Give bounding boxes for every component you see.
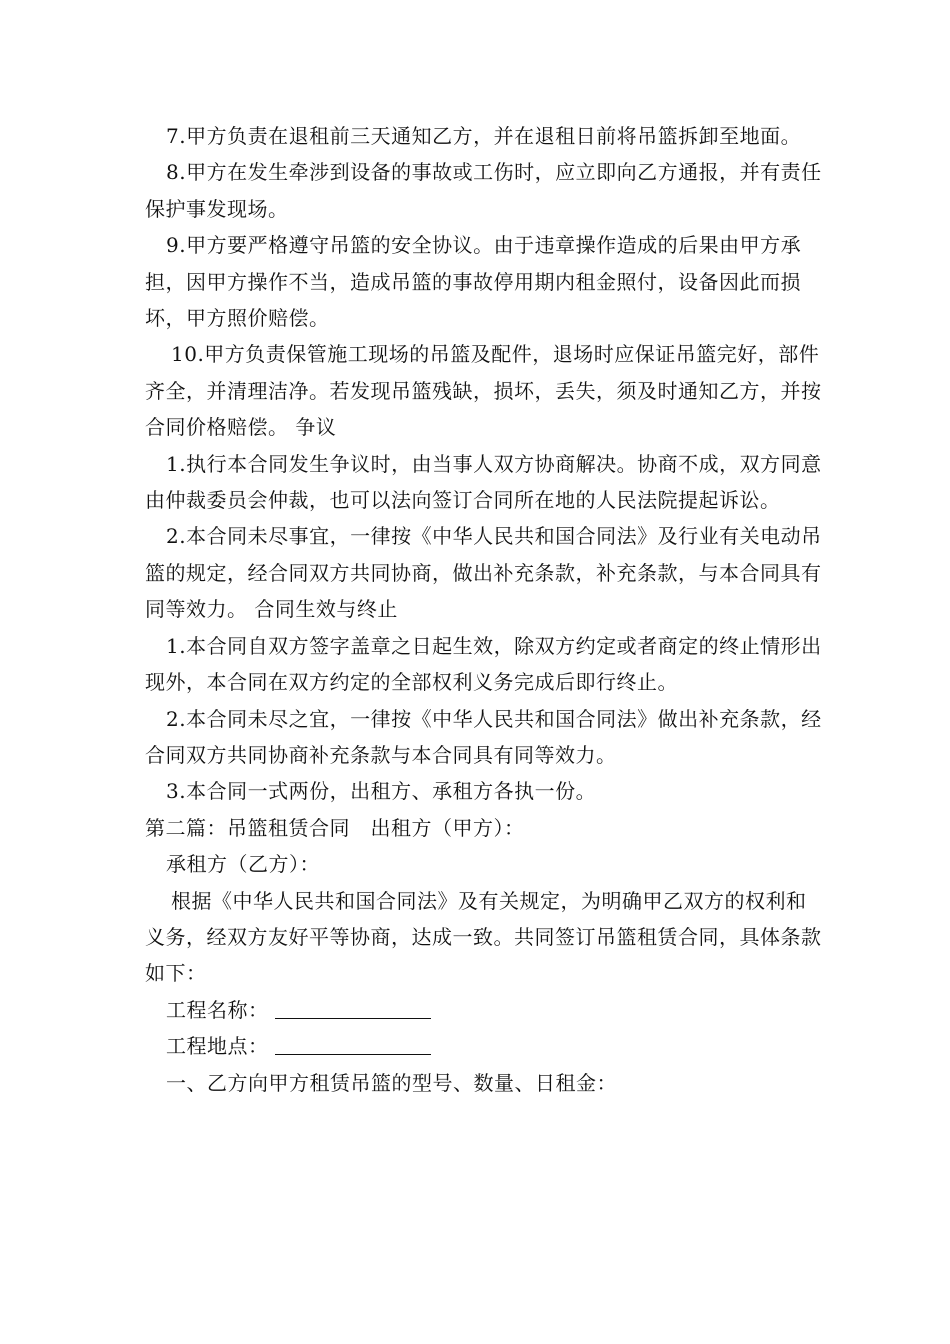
section-heading-part-two: 第二篇：吊篮租赁合同 出租方（甲方）： <box>145 815 525 840</box>
dispute-clause-2: 2.本合同未尽事宜，一律按《中华人民共和国合同法》及行业有关电动吊篮的规定，经合同双方共同协商，做出补充条款，补充条款，与本合同具有同等效力。 合同生效与终止 <box>145 524 822 622</box>
effect-clause-1: 1.本合同自双方签字盖章之日起生效，除双方约定或者商定的终止情形出现外，本合同在双方约定的全部权利义务完成后即行终止。 <box>145 633 822 695</box>
clause-7: 7.甲方负责在退租前三天通知乙方，并在退租日前将吊篮拆卸至地面。 <box>166 124 802 148</box>
dispute-clause-1: 1.执行本合同发生争议时，由当事人双方协商解决。协商不成，双方同意由仲裁委员会仲裁，也可以法向签订合同所在地的人民法院提起诉讼。 <box>145 451 822 513</box>
article-one-heading: 一、乙方向甲方租赁吊篮的型号、数量、日租金： <box>166 1070 617 1095</box>
lessee-line: 承租方（乙方）： <box>166 852 320 877</box>
clause-10: 10.甲方负责保管施工现场的吊篮及配件，退场时应保证吊篮完好，部件齐全，并清理洁净。若发现吊篮残缺，损坏，丢失，须及时通知乙方，并按合同价格赔偿。 争议 <box>145 342 822 440</box>
effect-clause-3: 3.本合同一式两份，出租方、承租方各执一份。 <box>166 779 597 804</box>
project-location-line <box>145 1028 825 1064</box>
document-body <box>145 118 825 1101</box>
project-name-label: 工程名称： <box>166 997 269 1022</box>
clause-8: 8.甲方在发生牵涉到设备的事故或工伤时，应立即向乙方通报，并有责任保护事发现场。 <box>145 160 822 221</box>
project-name-blank <box>275 996 431 1019</box>
project-location-blank <box>275 1032 431 1055</box>
clause-9: 9.甲方要严格遵守吊篮的安全协议。由于违章操作造成的后果由甲方承担，因甲方操作不当，造成吊篮的事故停用期内租金照付，设备因此而损坏，甲方照价赔偿。 <box>145 233 802 331</box>
preamble-paragraph: 根据《中华人民共和国合同法》及有关规定，为明确甲乙双方的权利和义务，经双方友好平等协商，达成一致。共同签订吊篮租赁合同，具体条款如下： <box>145 888 822 986</box>
project-name-line <box>145 992 825 1028</box>
effect-clause-2: 2.本合同未尽之宜，一律按《中华人民共和国合同法》做出补充条款，经合同双方共同协商补充条款与本合同具有同等效力。 <box>145 706 822 767</box>
project-location-label: 工程地点： <box>166 1034 269 1059</box>
